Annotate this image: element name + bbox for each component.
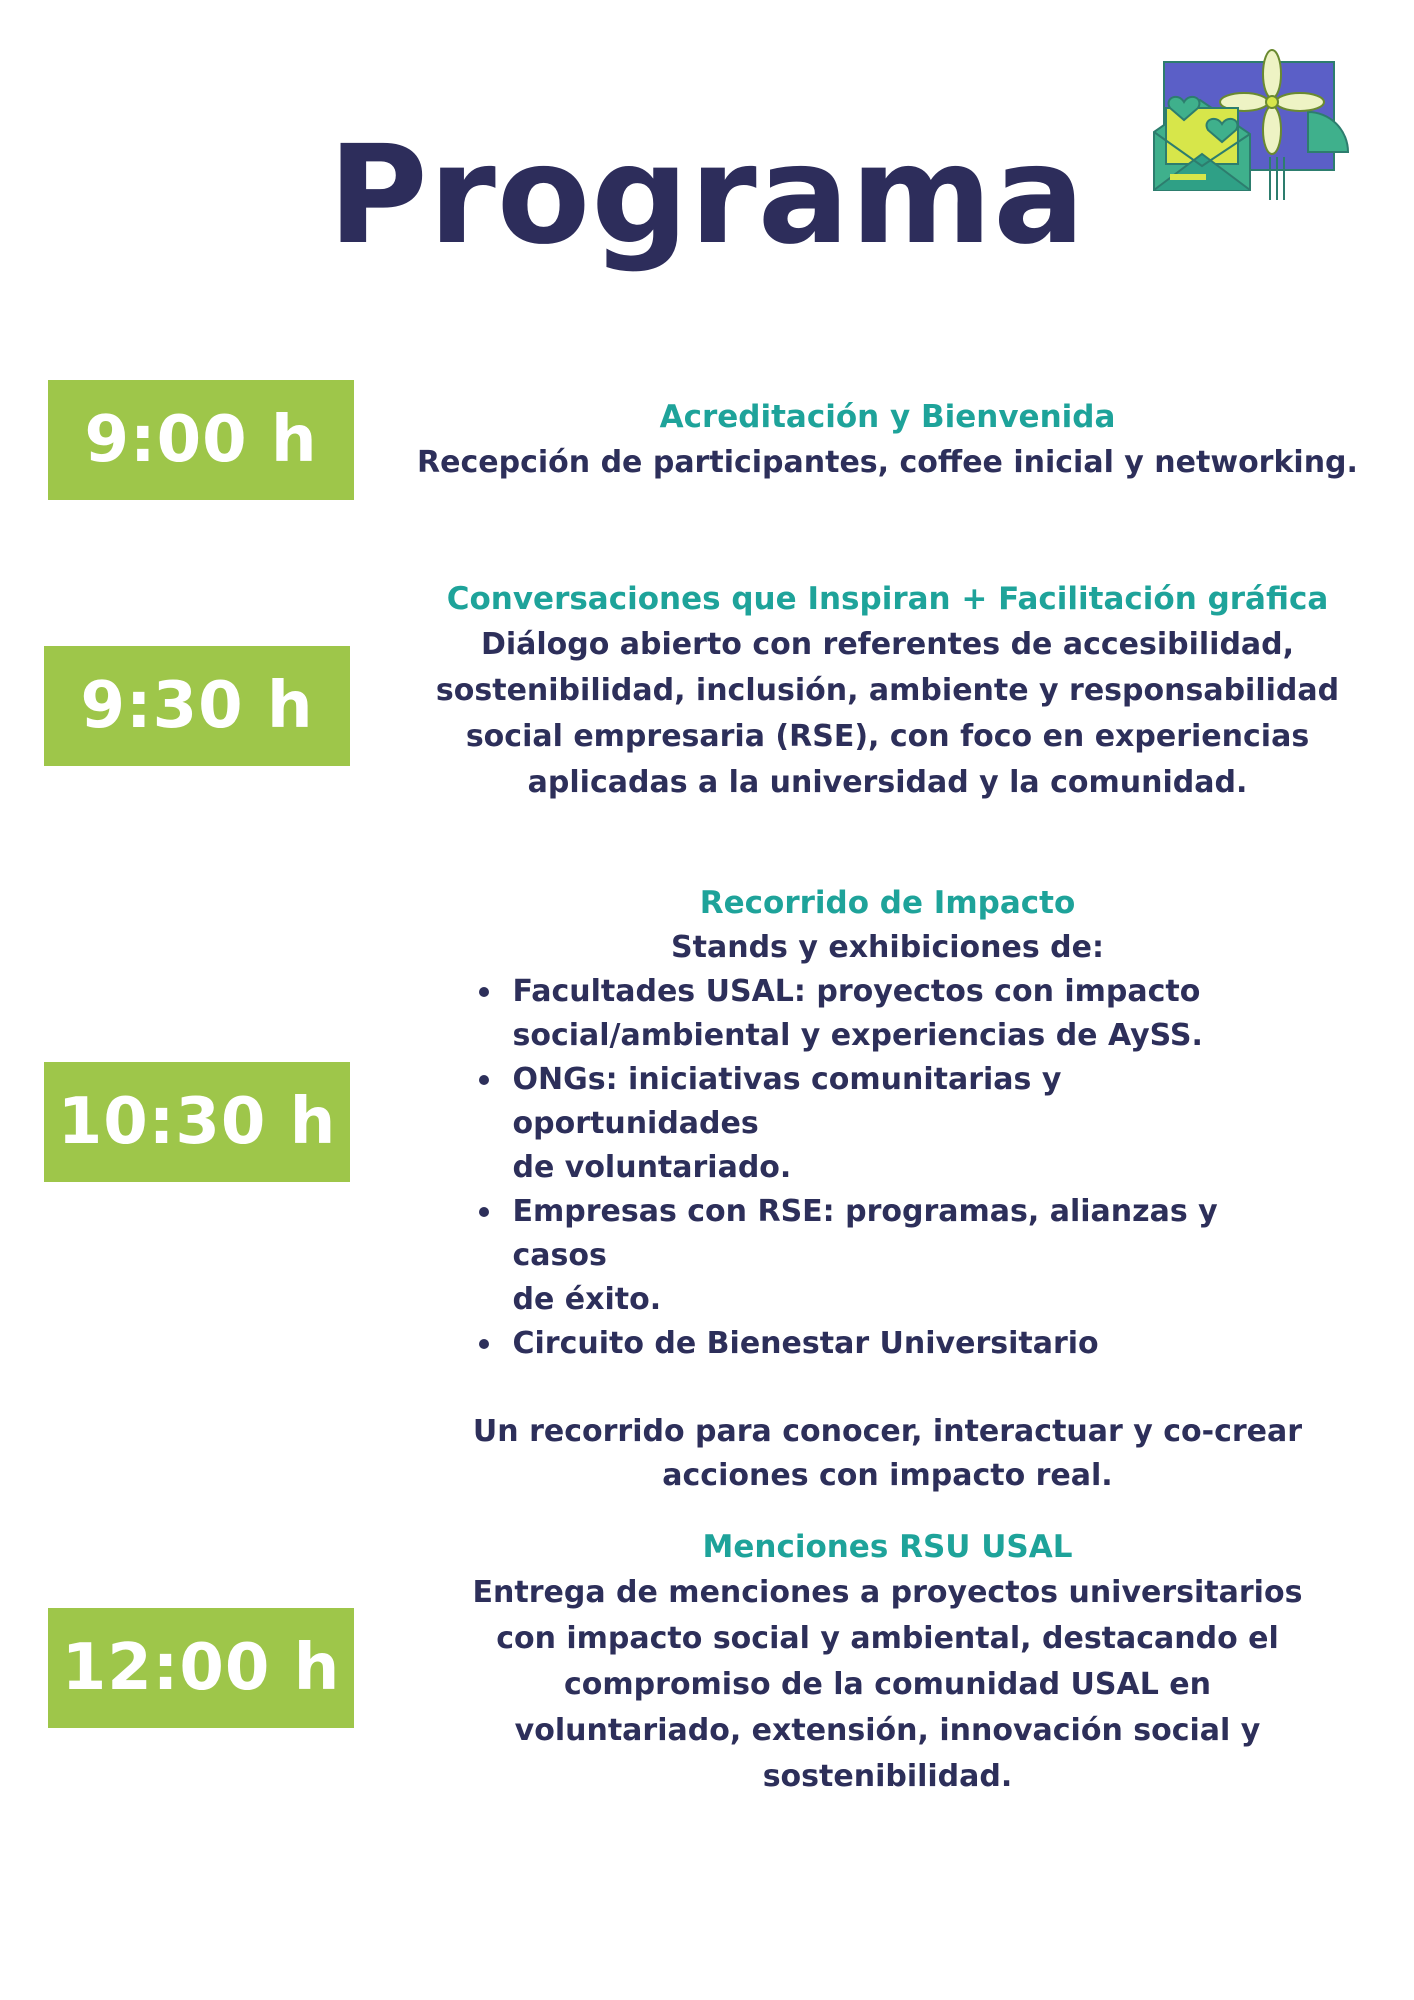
bullet-dot-icon xyxy=(479,987,489,997)
list-item: Empresas con RSE: programas, alianzas y casos de éxito. xyxy=(473,1190,1303,1322)
bullet-dot-icon xyxy=(479,1207,489,1217)
bullet-dot-icon xyxy=(479,1075,489,1085)
agenda-closing-line: acciones con impacto real. xyxy=(662,1458,1113,1493)
agenda-item-recorrido xyxy=(390,880,1385,1498)
list-item: Facultades USAL: proyectos con impacto social/ambiental y experiencias de AySS. xyxy=(473,970,1303,1058)
list-item: ONGs: iniciativas comunitarias y oportunidades de voluntariado. xyxy=(473,1058,1303,1190)
page-title: Programa xyxy=(328,117,1086,275)
agenda-closing-line: Un recorrido para conocer, interactuar y co-crear xyxy=(472,1414,1303,1449)
time-badge-0900: 9:00 h xyxy=(48,380,354,500)
list-item: Circuito de Bienestar Universitario xyxy=(473,1322,1303,1366)
agenda-body-line: sostenibilidad. xyxy=(762,1759,1013,1794)
agenda-body-line: aplicadas a la universidad y la comunidad. xyxy=(527,765,1248,800)
time-badge-0930: 9:30 h xyxy=(44,646,350,766)
time-badge-1030: 10:30 h xyxy=(44,1062,350,1182)
agenda-item-menciones xyxy=(390,1524,1385,1800)
agenda-body-line: sostenibilidad, inclusión, ambiente y responsabilidad xyxy=(435,673,1340,708)
exhibitor-list xyxy=(473,970,1303,1366)
agenda-heading: Acreditación y Bienvenida xyxy=(659,399,1116,435)
agenda-body-line: social empresaria (RSE), con foco en experiencias xyxy=(465,719,1310,754)
agenda-intro: Stands y exhibiciones de: xyxy=(671,930,1104,965)
agenda-body-line: Entrega de menciones a proyectos universitarios xyxy=(472,1575,1303,1610)
bullet-dot-icon xyxy=(479,1339,489,1349)
agenda-item-conversaciones xyxy=(390,576,1385,806)
agenda-body-line: voluntariado, extensión, innovación social y xyxy=(514,1713,1261,1748)
agenda-item-acreditacion xyxy=(390,394,1385,486)
agenda-heading: Conversaciones que Inspiran + Facilitación gráfica xyxy=(446,581,1329,617)
agenda-body-line: compromiso de la comunidad USAL en xyxy=(564,1667,1211,1702)
envelope-hearts-flower-illustration xyxy=(1140,42,1360,212)
agenda-heading: Menciones RSU USAL xyxy=(702,1529,1073,1565)
agenda-body-line: con impacto social y ambiental, destacando el xyxy=(496,1621,1279,1656)
agenda-body-line: Diálogo abierto con referentes de accesibilidad, xyxy=(480,627,1295,662)
time-badge-1200: 12:00 h xyxy=(48,1608,354,1728)
agenda-heading: Recorrido de Impacto xyxy=(699,885,1076,921)
agenda-body: Recepción de participantes, coffee inicial y networking. xyxy=(417,445,1358,480)
